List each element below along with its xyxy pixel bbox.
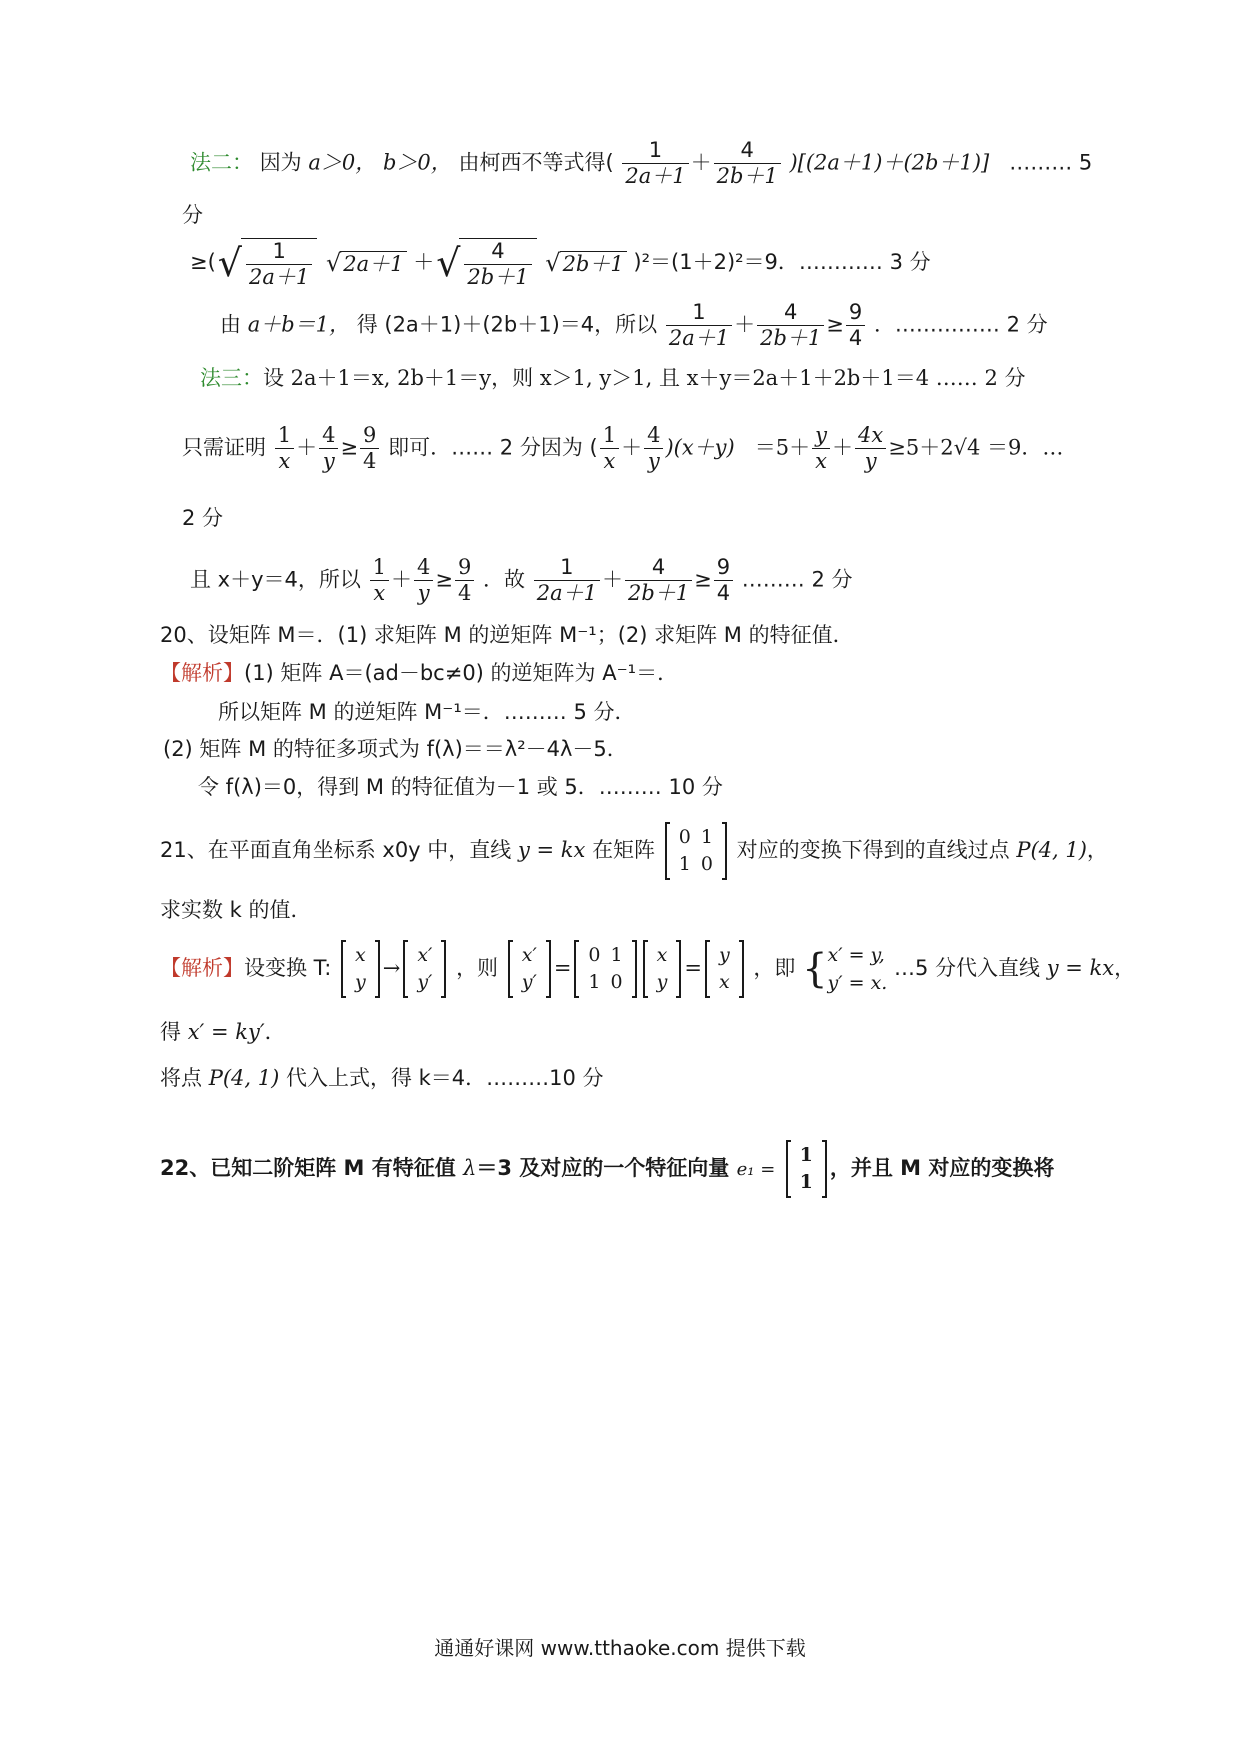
- fraction: [319, 425, 338, 472]
- text: ，则: [456, 956, 499, 980]
- vector: [705, 940, 744, 998]
- denominator: y: [417, 581, 430, 605]
- point: P(4, 1): [208, 1066, 280, 1090]
- text: )[(2a＋1)＋(2b＋1)]: [789, 150, 990, 175]
- text: 由柯西不等式得(: [458, 150, 614, 175]
- q21-solution: [160, 940, 1135, 998]
- q21-stem: [160, 822, 1108, 880]
- text: ＝5＋: [754, 435, 811, 460]
- denominator: 4: [716, 581, 731, 605]
- denominator: 4: [363, 449, 377, 473]
- cond-b: b＞0，: [382, 150, 452, 175]
- method3-line2: 只需证明 $\frac{1}{x}$ ＋ $\frac{4}{y}$ ≥ $\frac{9}{4}$ 即可．…… 2 分因为 ( $\frac{1}{x}$ ＋ $\frac{4}{y}$ )(x＋y) ＝5＋ $\frac{y}{x}$ ＋ $\frac{4x}{y}$ ≥5＋2√4 ＝9．…: [182, 423, 1064, 473]
- text: ……… 2 分: [741, 567, 853, 592]
- text: ．故: [483, 567, 526, 592]
- ge: ≥: [826, 312, 844, 337]
- fraction: [625, 557, 692, 604]
- denominator: y: [647, 449, 660, 473]
- cell: x′: [417, 944, 433, 966]
- method3-label: 法三：: [200, 366, 263, 390]
- radical-icon: √: [325, 249, 342, 277]
- sqrt: 2b＋1: [560, 251, 627, 275]
- cell: 0: [588, 944, 601, 966]
- q21-last: [160, 1068, 604, 1089]
- denominator: x: [278, 449, 291, 473]
- numerator: 4: [414, 557, 433, 581]
- fraction: [855, 425, 886, 472]
- q21-line2: 求实数 k 的值．: [160, 898, 312, 922]
- denominator: 2b＋1: [467, 265, 529, 289]
- sqrt: [241, 238, 317, 288]
- numerator: 4: [319, 425, 338, 449]
- numerator: 4x: [855, 425, 886, 449]
- q20-line3: (2) 矩阵 M 的特征多项式为 f(λ)＝＝λ²－4λ－5．: [163, 737, 628, 761]
- denominator: 2b＋1: [760, 326, 822, 350]
- numerator: y: [812, 425, 830, 449]
- numerator: 4: [625, 557, 692, 581]
- denominator: 2a＋1: [668, 326, 730, 350]
- q20-line4: 令 f(λ)＝0，得到 M 的特征值为－1 或 5．……… 10 分: [198, 775, 723, 799]
- numerator: 1: [370, 557, 389, 581]
- radical-icon: √: [217, 241, 243, 285]
- denominator: 2b＋1: [716, 164, 778, 188]
- cell: 0: [610, 971, 623, 993]
- vector: [643, 940, 682, 998]
- method2-score-unit: 分: [182, 203, 203, 227]
- text: ≥5＋2√4 ＝9．…: [888, 435, 1064, 460]
- numerator: 9: [360, 425, 379, 449]
- numerator: 4: [757, 302, 824, 326]
- fraction: [812, 425, 830, 472]
- text: 设 2a＋1＝x, 2b＋1＝y，则 x＞1, y＞1, 且 x＋y＝2a＋1＋2b＋1＝4 …… 2 分: [263, 366, 1026, 390]
- vector: [403, 940, 446, 998]
- arrow: →: [382, 956, 401, 980]
- text: 即可．…… 2 分因为 (: [388, 435, 598, 460]
- numerator: 4: [644, 425, 663, 449]
- fraction: [757, 302, 824, 349]
- equation: y = kx: [1046, 956, 1115, 980]
- text: )²＝(1＋2)²＝9．………… 3 分: [633, 250, 931, 274]
- fraction: [360, 425, 379, 472]
- method3-line3: 2 分: [182, 506, 224, 530]
- cell: 1: [610, 944, 623, 966]
- text: 由: [220, 312, 241, 337]
- text: ．…………… 2 分: [873, 312, 1048, 337]
- fraction: [622, 140, 688, 187]
- numerator: 9: [455, 557, 474, 581]
- fraction: [600, 425, 619, 472]
- method3-line4: 且 x＋y＝4，所以 $\frac{1}{x}$ ＋ $\frac{4}{y}$ ≥ $\frac{9}{4}$ ．故 $\frac{1}{2a+1}$ ＋ $\frac{4}{2b+1}$ ≥ $\frac{9}{4}$ ……… 2 分: [190, 555, 853, 605]
- plus: ＋: [413, 250, 435, 274]
- vector: [786, 1140, 827, 1198]
- equals: =: [684, 956, 702, 980]
- denominator: 2b＋1: [627, 581, 690, 605]
- text: (1) 矩阵 A＝(ad－bc≠0) 的逆矩阵为 A⁻¹＝．: [244, 661, 679, 685]
- method2-line3: 由 a＋b＝1， 得 (2a＋1)＋(2b＋1)＝4，所以 $\frac{1}{2a+1}$ ＋ $\frac{4}{2b+1}$ ≥ $\frac{9}{4}$ ．…………… 2 分: [220, 300, 1048, 350]
- cell: x: [354, 944, 366, 966]
- text: 因为: [259, 150, 302, 175]
- fraction: [714, 140, 781, 187]
- text: ，即: [753, 956, 796, 980]
- brace-icon: {: [802, 946, 828, 992]
- system: [828, 941, 888, 998]
- sqrt: 2a＋1: [340, 251, 406, 275]
- eigenvector-label: e₁ =: [736, 1159, 776, 1180]
- text: ，: [1114, 956, 1136, 980]
- fraction: [644, 425, 663, 472]
- fraction: [666, 302, 732, 349]
- method2-label: 法二：: [190, 150, 253, 175]
- numerator: 4: [464, 241, 531, 265]
- denominator: x: [603, 449, 616, 473]
- radical-icon: √: [545, 249, 561, 277]
- numerator: 9: [846, 302, 865, 326]
- q22-stem: [160, 1140, 1054, 1198]
- fraction: [714, 557, 733, 604]
- sys-line: y′ = x.: [827, 972, 888, 994]
- cell: y: [718, 944, 730, 966]
- text: 只需证明: [182, 435, 266, 460]
- fraction: [370, 557, 389, 604]
- cell: x: [656, 944, 668, 966]
- matrix: [574, 940, 636, 998]
- jiexi-label: 【解析】: [160, 661, 244, 685]
- sqrt: [459, 238, 536, 288]
- cell: 1: [678, 853, 691, 875]
- numerator: 1: [534, 557, 600, 581]
- text: ，: [1086, 838, 1108, 862]
- text: ＝3 及对应的一个特征向量: [476, 1156, 730, 1180]
- cell: x: [718, 971, 730, 993]
- text: ．: [264, 1020, 286, 1044]
- fraction: [414, 557, 433, 604]
- text: 且 x＋y＝4，所以: [190, 567, 361, 592]
- cell: x′: [521, 944, 537, 966]
- text: …5 分代入直线: [894, 956, 1041, 980]
- cell: 0: [678, 826, 691, 848]
- fraction: [846, 302, 865, 349]
- q21-got: [160, 1022, 286, 1043]
- fraction: [534, 557, 600, 604]
- denominator: 2a＋1: [249, 265, 310, 289]
- denominator: y: [322, 449, 335, 473]
- footer: 通通好课网 www.tthaoke.com 提供下载: [434, 1636, 806, 1660]
- lambda: λ: [463, 1156, 477, 1180]
- numerator: 1: [622, 140, 688, 164]
- cell: 1: [799, 1171, 813, 1193]
- q20-line2: 所以矩阵 M 的逆矩阵 M⁻¹＝．……… 5 分．: [218, 700, 636, 724]
- numerator: 4: [714, 140, 781, 164]
- equals: =: [553, 956, 572, 980]
- numerator: 1: [600, 425, 619, 449]
- denominator: 2a＋1: [536, 581, 597, 605]
- vector: [341, 940, 380, 998]
- numerator: 9: [714, 557, 733, 581]
- matrix: [665, 822, 727, 880]
- score: ……… 5: [1009, 150, 1093, 175]
- numerator: 1: [666, 302, 732, 326]
- cell: y: [656, 971, 668, 993]
- cell: 0: [700, 853, 713, 875]
- cell: 1: [588, 971, 601, 993]
- text: a＋b＝1，: [247, 312, 351, 337]
- denominator: y: [864, 449, 877, 473]
- text: 得: [160, 1020, 181, 1044]
- q20-line1: [160, 663, 678, 684]
- text: 在矩阵: [592, 838, 656, 862]
- text: 21、在平面直角坐标系 x0y 中，直线: [160, 838, 512, 862]
- method2-line1: 法二： 因为 a＞0， b＞0， 由柯西不等式得( $\frac{1}{2a+1}$ ＋ $\frac{4}{2b+1}$ )[(2a＋1)＋(2b＋1)] ……… 5: [190, 138, 1093, 188]
- denominator: x: [815, 449, 828, 473]
- denominator: x: [373, 581, 386, 605]
- text: ，并且 M 对应的变换将: [829, 1156, 1055, 1180]
- numerator: 1: [275, 425, 294, 449]
- method3-line1: [200, 368, 1025, 389]
- text: 22、已知二阶矩阵 M 有特征值: [160, 1156, 456, 1180]
- fraction: [464, 241, 531, 288]
- fraction: [275, 425, 294, 472]
- denominator: 2a＋1: [625, 164, 686, 188]
- denominator: 4: [457, 581, 472, 605]
- denominator: 4: [848, 326, 863, 350]
- jiexi-label: 【解析】: [160, 956, 244, 980]
- point: P(4, 1): [1016, 838, 1087, 862]
- text: 对应的变换下得到的直线过点: [736, 838, 1010, 862]
- sys-line: x′ = y,: [827, 943, 885, 966]
- equation: y = kx: [517, 838, 586, 862]
- numerator: 1: [246, 241, 312, 265]
- radical-icon: √: [436, 241, 461, 285]
- text: 设变换 T:: [244, 956, 332, 980]
- text: 代入上式，得 k＝4．………10 分: [285, 1066, 604, 1090]
- cell: y′: [521, 971, 537, 993]
- cell: 1: [799, 1144, 813, 1166]
- fraction: [246, 241, 312, 288]
- method2-line2: [190, 238, 931, 288]
- cell: y: [354, 971, 366, 993]
- text: )(x＋y): [665, 435, 735, 460]
- cell: y′: [417, 971, 433, 993]
- text: 得 (2a＋1)＋(2b＋1)＝4，所以: [356, 312, 658, 337]
- q20-stem: 20、设矩阵 M＝．(1) 求矩阵 M 的逆矩阵 M⁻¹；(2) 求矩阵 M 的特征值．: [160, 623, 854, 647]
- text: ≥(: [190, 250, 216, 274]
- cond-a: a＞0，: [308, 150, 377, 175]
- vector: [508, 940, 551, 998]
- equation: x′ = ky′: [187, 1020, 265, 1044]
- fraction: [455, 557, 474, 604]
- text: 将点: [160, 1066, 202, 1090]
- cell: 1: [700, 826, 713, 848]
